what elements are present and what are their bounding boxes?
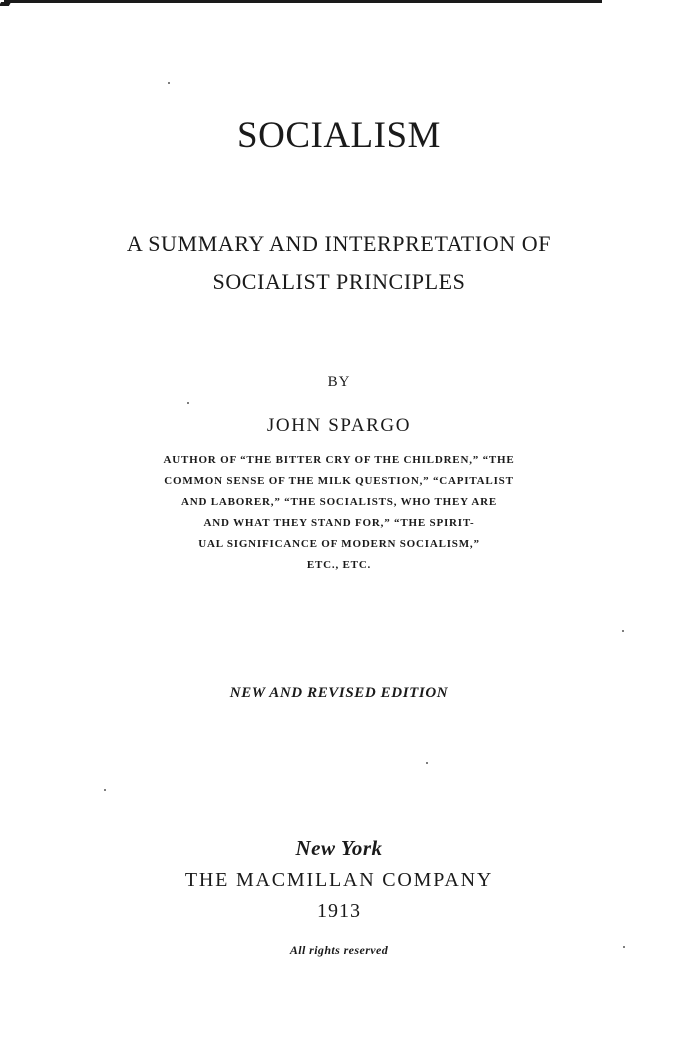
publication-year: 1913 xyxy=(317,900,361,922)
publisher-name: THE MACMILLAN COMPANY xyxy=(184,869,494,891)
by-label: BY xyxy=(327,374,351,390)
other-works-line: AUTHOR OF “THE BITTER CRY OF THE CHILDREN,” “THE xyxy=(163,454,515,466)
scan-speck xyxy=(187,402,189,404)
other-works-line: COMMON SENSE OF THE MILK QUESTION,” “CAPITALIST xyxy=(164,475,514,487)
scan-speck xyxy=(426,762,428,764)
book-title: SOCIALISM xyxy=(237,115,441,156)
scan-speck xyxy=(168,82,170,84)
top-rule xyxy=(4,0,602,3)
other-works-line: ETC., ETC. xyxy=(306,559,372,571)
publication-place: New York xyxy=(295,836,383,860)
subtitle-line-1: A SUMMARY AND INTERPRETATION OF xyxy=(126,231,552,256)
top-rule-tail xyxy=(0,2,11,6)
other-works-line: AND WHAT THEY STAND FOR,” “THE SPIRIT- xyxy=(203,517,475,529)
rights-notice: All rights reserved xyxy=(289,943,389,957)
scan-speck xyxy=(622,630,624,632)
subtitle-line-2: SOCIALIST PRINCIPLES xyxy=(212,269,466,294)
author-name: JOHN SPARGO xyxy=(266,415,412,436)
other-works-line: UAL SIGNIFICANCE OF MODERN SOCIALISM,” xyxy=(198,538,480,550)
other-works-line: AND LABORER,” “THE SOCIALISTS, WHO THEY ARE xyxy=(181,496,497,508)
scan-speck xyxy=(104,789,106,791)
edition-note: NEW AND REVISED EDITION xyxy=(229,685,449,701)
scan-speck xyxy=(623,946,625,948)
